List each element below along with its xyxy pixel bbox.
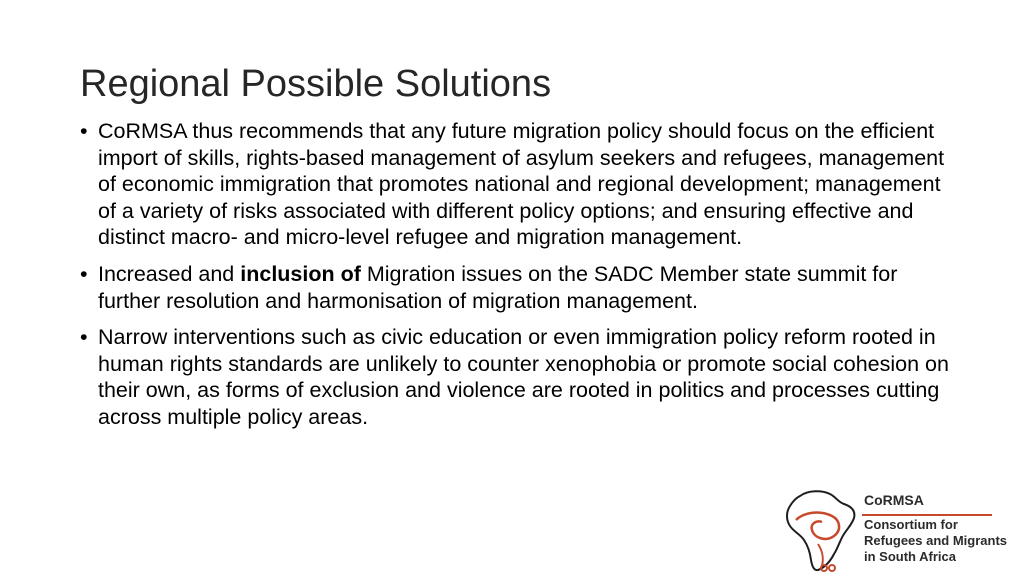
bullet-dot-icon: • — [80, 325, 88, 350]
logo-divider — [862, 514, 992, 516]
bullet-text-bold: inclusion of — [240, 261, 361, 286]
bullet-item — [80, 261, 950, 314]
bullet-text: CoRMSA thus recommends that any future migration policy should focus on the efficient import of skills, rights-based management of asylum seekers and refugees, management of economic immigration that promotes national and regional development; management of a variety of risks associated with different policy options; and ensuring effective and distinct macro- and micro-level refugee and migration management. — [98, 119, 945, 250]
bullet-text: Migration issues on the SADC Member state summit for further resolution and harmonisation of migration management. — [98, 261, 898, 313]
bullet-dot-icon: • — [80, 261, 88, 286]
logo-acronym: CoRMSA — [864, 492, 924, 508]
bullet-text: Increased and — [98, 261, 241, 286]
logo-name-line-1: Consortium for — [864, 517, 958, 532]
cormsa-logo — [778, 484, 1024, 576]
bullet-dot-icon: • — [80, 119, 88, 143]
logo-name-line-2: Refugees and Migrants — [864, 533, 1008, 548]
bullet-item — [80, 324, 950, 430]
logo-name-line-3: in South Africa — [864, 549, 956, 564]
africa-map-icon — [778, 484, 864, 576]
bullet-list — [80, 118, 950, 441]
bullet-text: Narrow interventions such as civic education or even immigration policy reform rooted in human rights standards are unlikely to counter xenophobia or promote social cohesion on their own, as forms of exclusion and violence are rooted in politics and processes cutting across multiple policy areas. — [98, 325, 949, 429]
bullet-item — [80, 118, 950, 251]
slide-title: Regional Possible Solutions — [80, 63, 552, 105]
